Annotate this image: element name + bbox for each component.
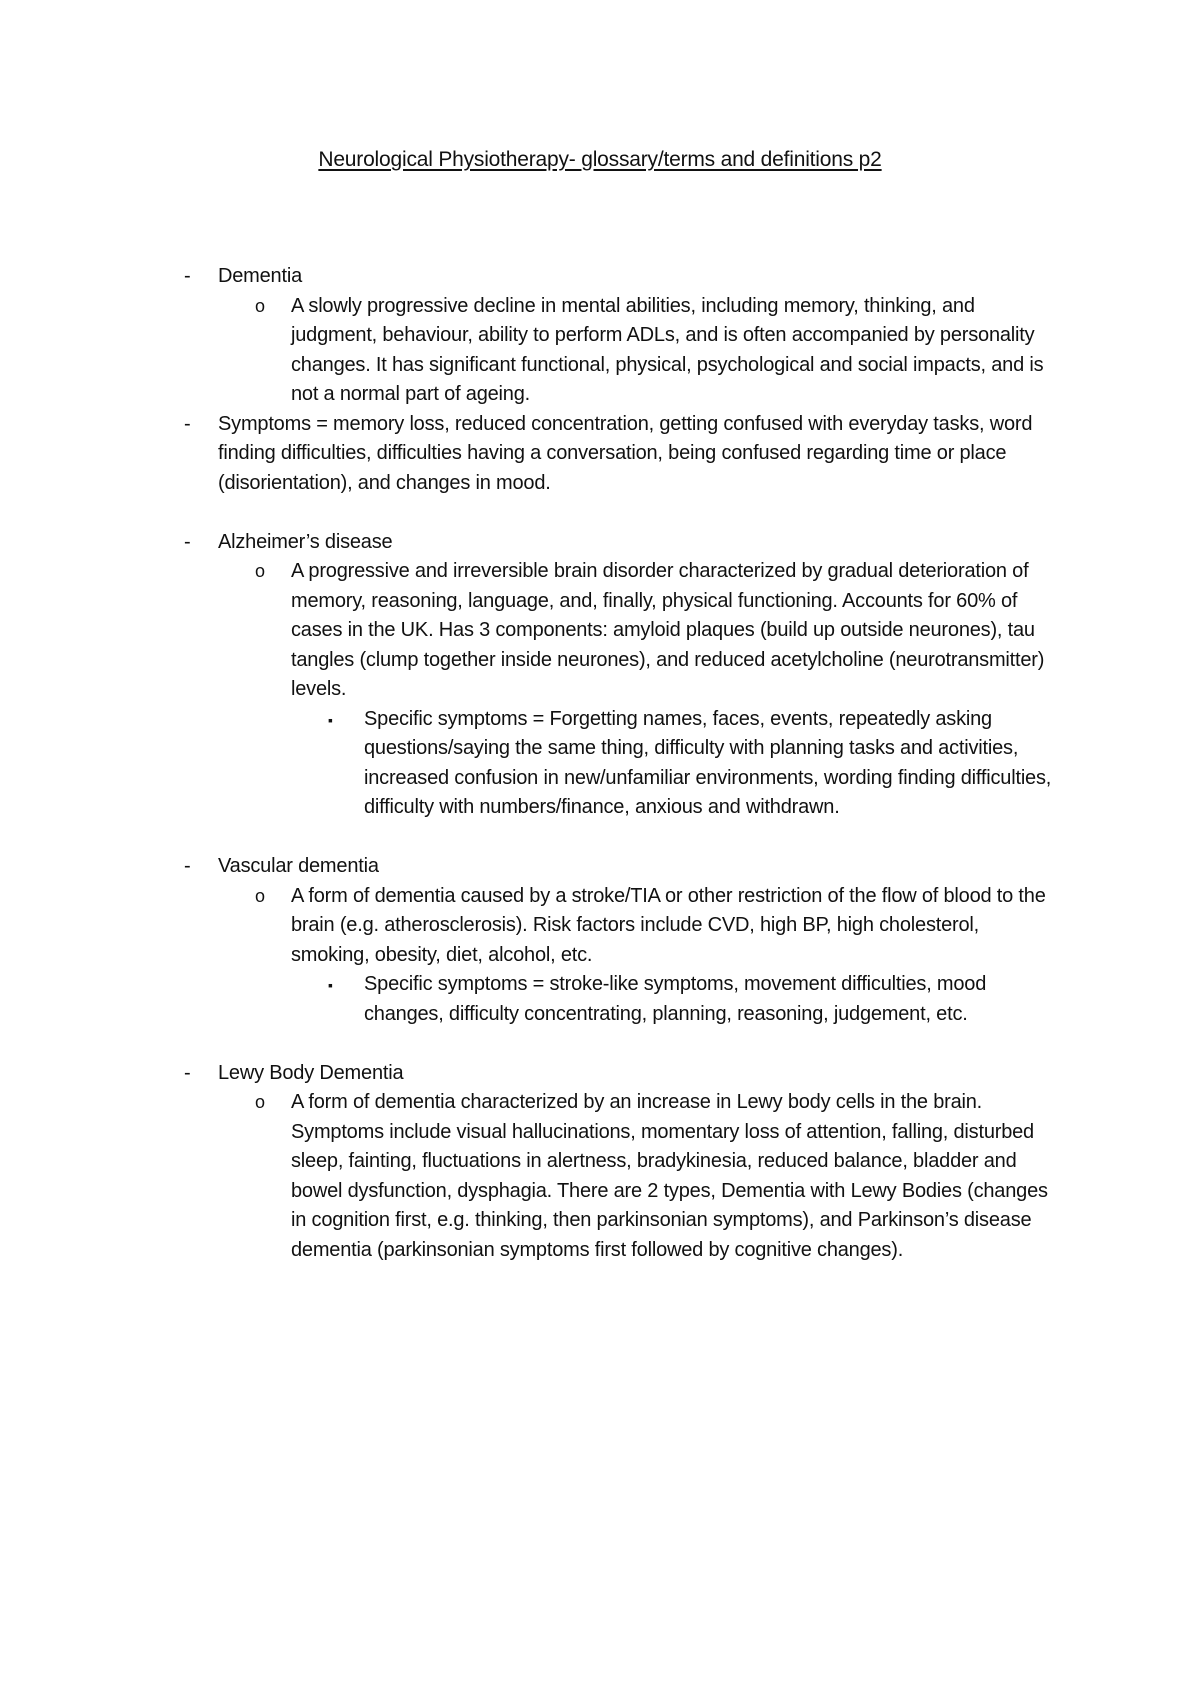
definition-text: A form of dementia caused by a stroke/TIA or other restriction of the flow of blood to the brain (e.g. atherosclerosis). Risk factors include CVD, high BP, high cholesterol, smoking, obesity, diet, alcohol, etc.	[291, 884, 1046, 966]
specific-symptoms-text: Specific symptoms = stroke-like symptoms, movement difficulties, mood changes, difficulty concentrating, planning, reasoning, judgement, etc.	[364, 973, 987, 1025]
glossary-list	[0, 262, 1200, 1265]
square-bullet: ▪	[328, 711, 333, 728]
specific-symptoms-alzheimers	[0, 705, 1064, 823]
dash-bullet: -	[184, 412, 191, 435]
definition-dementia	[0, 292, 1061, 410]
term-dementia	[0, 262, 1058, 292]
term-vascular-dementia	[0, 852, 1058, 882]
page-title: Neurological Physiotherapy- glossary/terms and definitions p2	[318, 148, 882, 171]
circle-bullet: o	[255, 295, 265, 316]
circle-bullet: o	[255, 1092, 265, 1112]
definition-text: A form of dementia characterized by an increase in Lewy body cells in the brain. Symptoms include visual hallucinations, momentary loss of attention, falling, disturbed sleep, fainting, fluctuations in alertness, bradykinesia, reduced balance, bladder and bowel dysfunction, dysphagia. There are 2 types, Dementia with Lewy Bodies (changes in cognition first, e.g. thinking, then parkinsonian symptoms), and Parkinson’s disease dementia (parkinsonian symptoms first followed by cognitive changes).	[291, 1091, 1048, 1261]
term-alzheimers	[0, 528, 1058, 558]
specific-symptoms-text: Specific symptoms = Forgetting names, faces, events, repeatedly asking questions/saying the same thing, difficulty with planning tasks and activities, increased confusion in new/unfamiliar environments, wording finding difficulties, difficulty with numbers/finance, anxious and withdrawn.	[364, 707, 1052, 818]
dash-bullet: -	[184, 855, 191, 877]
square-bullet: ▪	[328, 977, 333, 993]
definition-text: A progressive and irreversible brain disorder characterized by gradual deterioration of memory, reasoning, language, and, finally, physical functioning. Accounts for 60% of cases in the UK. Has 3 components: amyloid plaques (build up outside neurones), tau tangles (clump together inside neurones), and reduced acetylcholine (neurotransmitter) levels.	[291, 560, 1045, 700]
definition-lewy-body-dementia	[0, 1088, 1061, 1265]
circle-bullet: o	[255, 561, 265, 581]
dash-bullet: -	[184, 1061, 191, 1084]
definition-text: A slowly progressive decline in mental abilities, including memory, thinking, and judgment, behaviour, ability to perform ADLs, and is often accompanied by personality changes. It has significant functional, physical, psychological and social impacts, and is not a normal part of ageing.	[291, 294, 1044, 405]
circle-bullet: o	[255, 885, 265, 906]
definition-vascular-dementia	[0, 882, 1061, 971]
term-label: Alzheimer’s disease	[218, 530, 393, 553]
term-lewy-body-dementia	[0, 1059, 1058, 1089]
dash-bullet: -	[184, 530, 191, 553]
specific-symptoms-vascular	[0, 970, 1064, 1029]
term-label: Dementia	[218, 265, 302, 287]
symptoms-text: Symptoms = memory loss, reduced concentration, getting confused with everyday tasks, word finding difficulties, difficulties having a conversation, being confused regarding time or place (disorientation), and changes in mood.	[218, 412, 1033, 494]
definition-alzheimers	[0, 557, 1061, 705]
term-label: Lewy Body Dementia	[218, 1061, 404, 1084]
term-label: Vascular dementia	[218, 855, 379, 877]
dash-bullet: -	[184, 265, 191, 287]
symptoms-dementia	[0, 410, 1058, 499]
